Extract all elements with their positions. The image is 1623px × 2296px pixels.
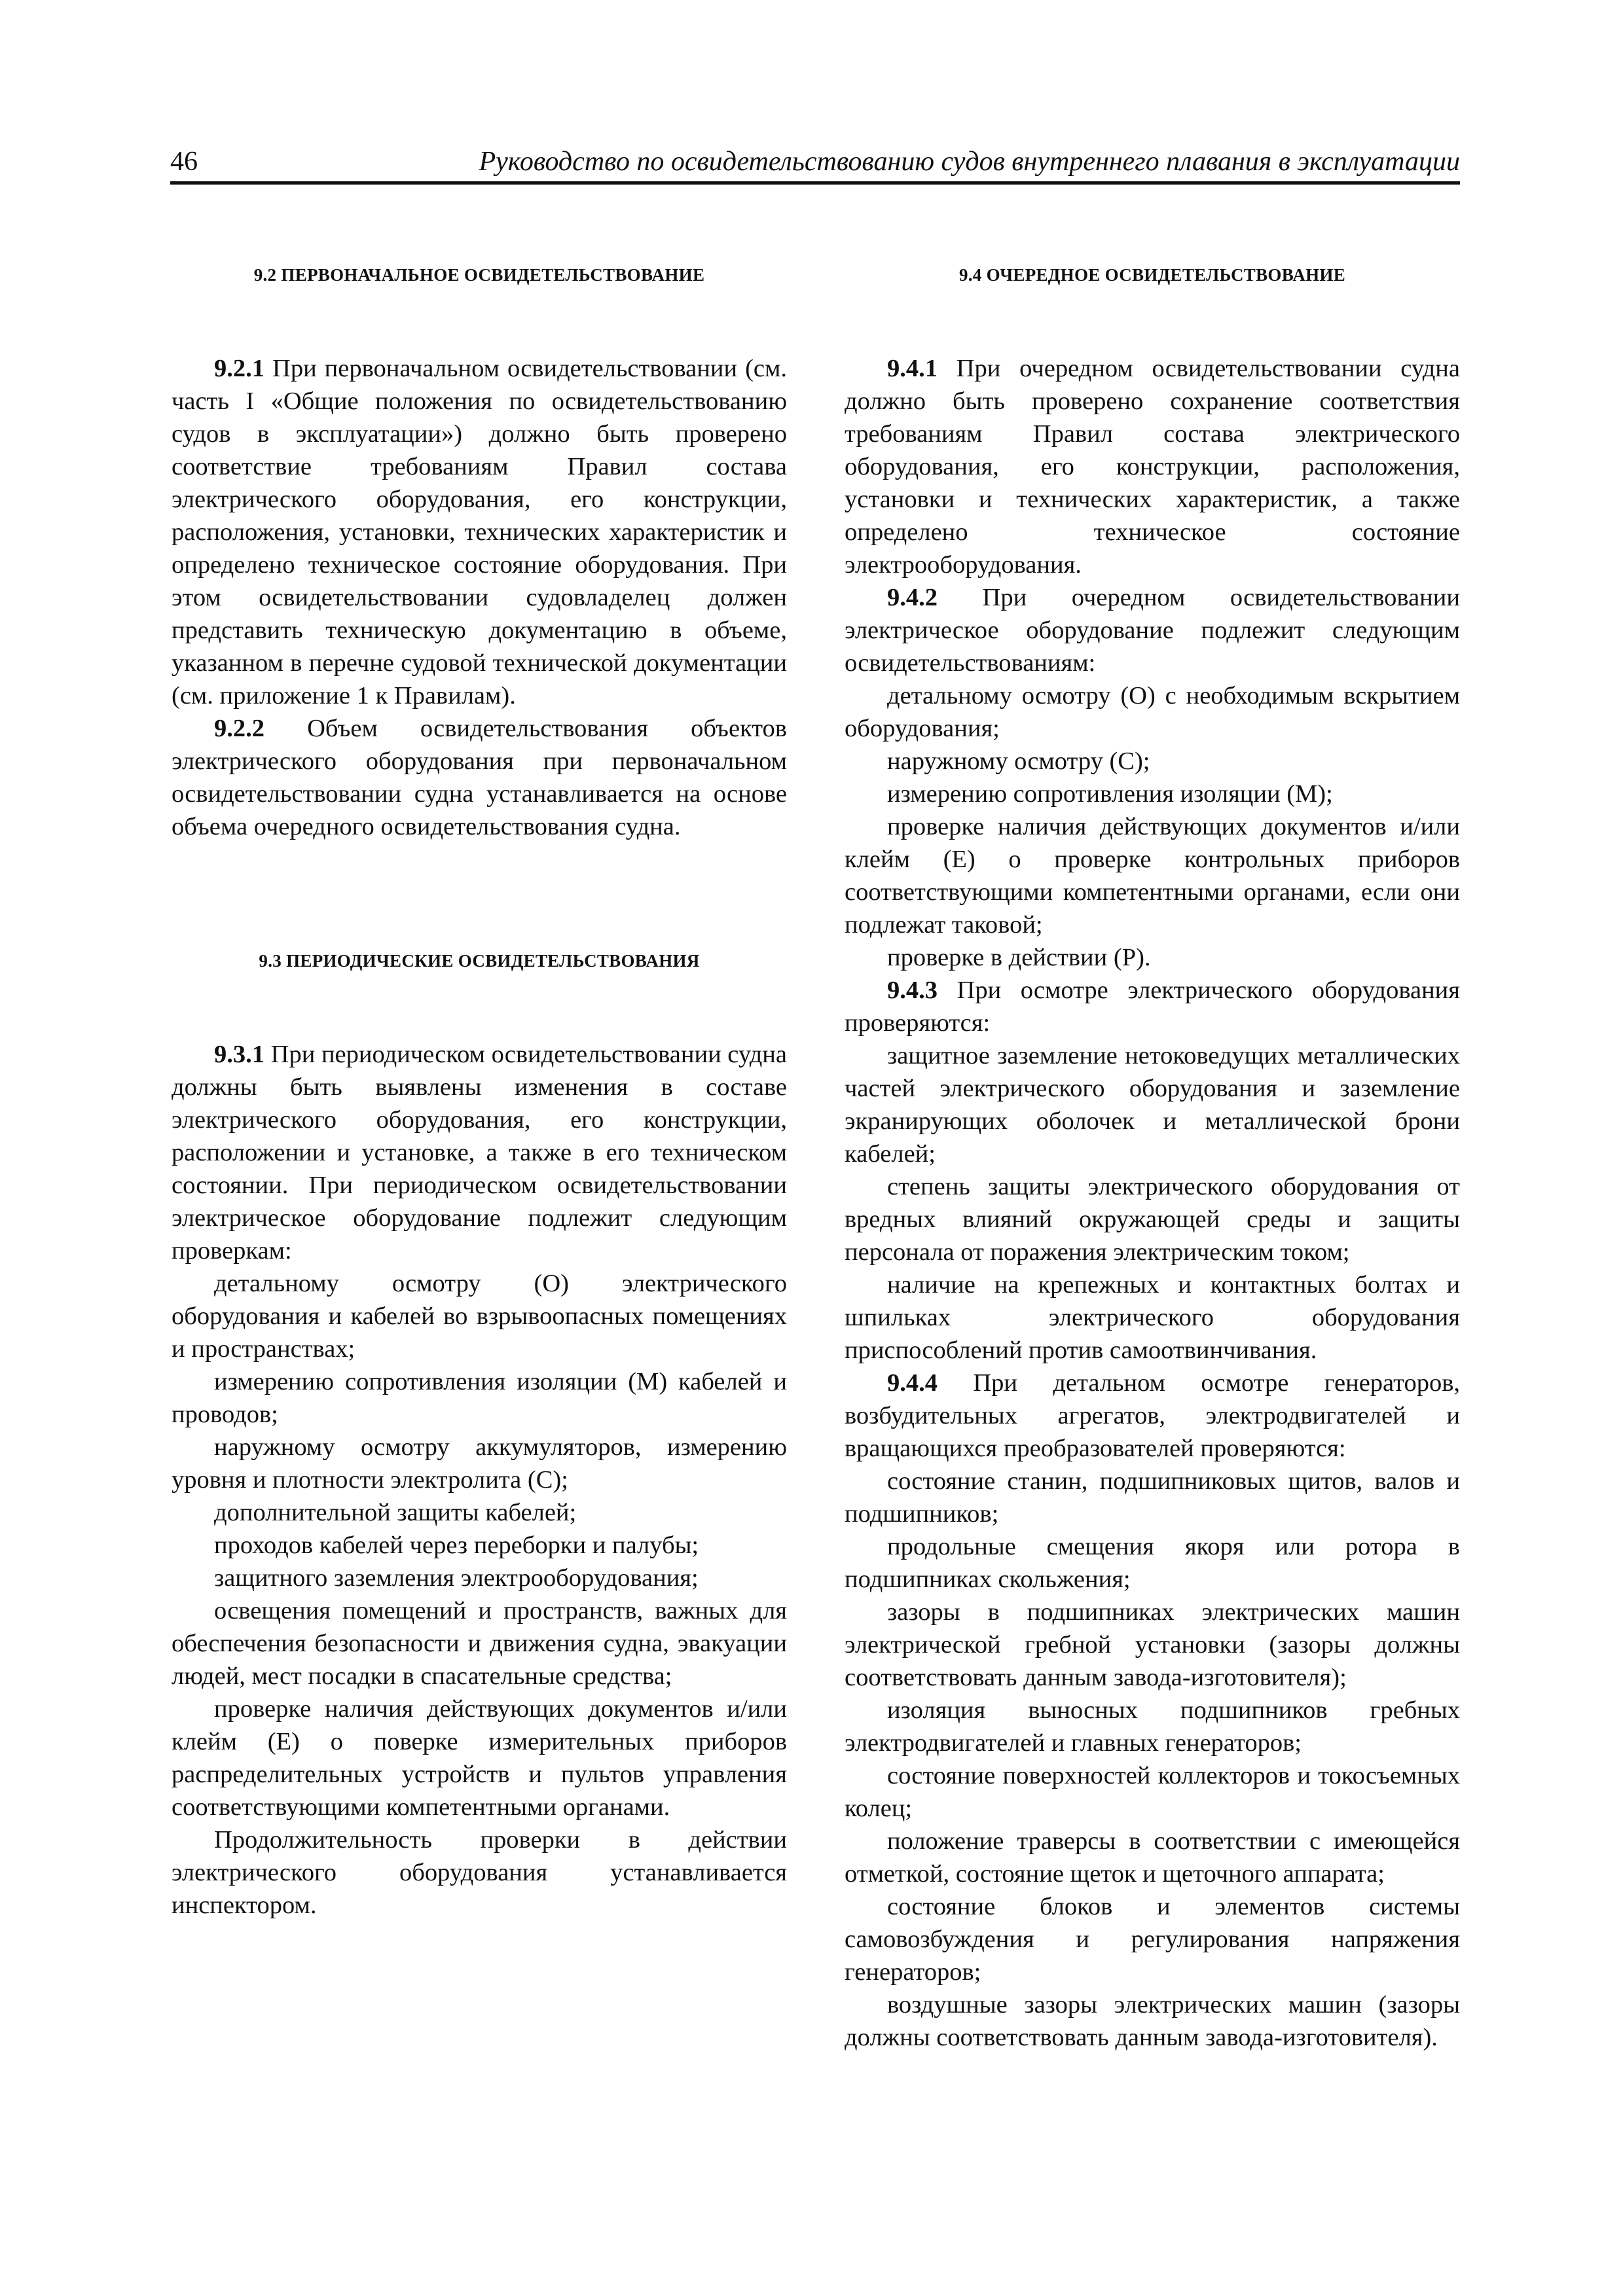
- list-item: состояние блоков и элементов системы самовозбуждения и регулирования напряжения генераторов;: [845, 1893, 1460, 1986]
- clause-number: 9.4.2: [887, 584, 938, 611]
- paragraph-text: При первоначальном освидетельствовании (см. часть I «Общие положения по освидетельствованию судов в эксплуатации») должно быть проверено соответствие требованиям Правил состава электрического оборудования, его конструкции, расположения, установки, технических характеристик и определено техническое состояние оборудования. При этом освидетельствовании судовладелец должен представить техническую документацию в объеме, указанном в перечне судовой технической документации (см. приложение 1 к Правилам).: [172, 355, 787, 709]
- list-item: изоляция выносных подшипников гребных электродвигателей и главных генераторов;: [845, 1696, 1460, 1757]
- paragraph-text: При осмотре электрического оборудования проверяются:: [845, 977, 1460, 1037]
- list-item: продольные смещения якоря или ротора в подшипниках скольжения;: [845, 1533, 1460, 1593]
- paragraph-text: Продолжительность проверки в действии электрического оборудования устанавливается инспектором.: [172, 1826, 787, 1919]
- list-item: измерению сопротивления изоляции (М) кабелей и проводов;: [172, 1368, 787, 1428]
- paragraph-9-2-2: [172, 712, 787, 843]
- list-item: степень защиты электрического оборудования от вредных влияний окружающей среды и защиты персонала от поражения электрическим током;: [845, 1173, 1460, 1266]
- list-item: детальному осмотру (О) с необходимым вскрытием оборудования;: [845, 682, 1460, 742]
- list-item: проверке наличия действующих документов и/или клейм (Е) о проверке контрольных приборов соответствующими компетентными органами, если они подлежат таковой;: [845, 813, 1460, 939]
- list-item: состояние поверхностей коллекторов и токосъемных колец;: [845, 1762, 1460, 1822]
- list-item: детальному осмотру (О) электрического оборудования и кабелей во взрывоопасных помещениях и пространствах;: [172, 1270, 787, 1363]
- section-9-2: [172, 262, 787, 843]
- paragraph-9-2-1: [172, 352, 787, 712]
- list-item: проверке в действии (Р).: [887, 944, 1151, 971]
- list-item: проверке наличия действующих документов и/или клейм (Е) о поверке измерительных приборов распределительных устройств и пультов управления соответствующими компетентными органами.: [172, 1695, 787, 1821]
- page-header: [170, 141, 1460, 185]
- list-item: состояние станин, подшипниковых щитов, валов и подшипников;: [845, 1467, 1460, 1528]
- section-9-3-body: [172, 1038, 787, 1922]
- list-item: измерению сопротивления изоляции (М);: [887, 780, 1333, 808]
- list-item: положение траверсы в соответствии с имеющейся отметкой, состояние щеток и щеточного аппарата;: [845, 1827, 1460, 1888]
- paragraph-text: При очередном освидетельствовании судна должно быть проверено сохранение соответствия требованиям Правил состава электрического оборудования, его конструкции, расположения, установки и технических характеристик, а также определено техническое состояние электрооборудования.: [845, 355, 1460, 579]
- section-heading-9-2: 9.2 ПЕРВОНАЧАЛЬНОЕ ОСВИДЕТЕЛЬСТВОВАНИЕ: [253, 265, 705, 285]
- left-column: [172, 262, 787, 1922]
- clause-number: 9.3.1: [214, 1041, 264, 1068]
- running-title: Руководство по освидетельствованию судов внутреннего плавания в эксплуатации: [479, 147, 1460, 177]
- clause-number: 9.4.1: [887, 355, 938, 382]
- list-item: освещения помещений и пространств, важных для обеспечения безопасности и движения судна, эвакуации людей, мест посадки в спасательные средства;: [172, 1597, 787, 1690]
- paragraph-9-4-4: [845, 1367, 1460, 1465]
- paragraph-text: Объем освидетельствования объектов электрического оборудования при первоначальном освидетельствовании судна устанавливается на основе объема очередного освидетельствования судна.: [172, 715, 787, 840]
- page-number: 46: [170, 147, 198, 177]
- clause-number: 9.2.2: [214, 715, 264, 742]
- list-item: защитное заземление нетоковедущих металлических частей электрического оборудования и заземление экранирующих оболочек и металлической брони кабелей;: [845, 1042, 1460, 1168]
- paragraph-text: При очередном освидетельствовании электрическое оборудование подлежит следующим освидетельствованиям:: [845, 584, 1460, 677]
- list-item: дополнительной защиты кабелей;: [214, 1499, 577, 1526]
- section-9-4: [845, 262, 1460, 2054]
- section-9-4-body: [845, 352, 1460, 2054]
- clause-number: 9.4.4: [887, 1369, 938, 1397]
- section-heading-9-4: 9.4 ОЧЕРЕДНОЕ ОСВИДЕТЕЛЬСТВОВАНИЕ: [958, 265, 1346, 285]
- list-item: наружному осмотру аккумуляторов, измерению уровня и плотности электролита (С);: [172, 1433, 787, 1494]
- clause-number: 9.2.1: [214, 355, 264, 382]
- clause-number: 9.4.3: [887, 977, 938, 1004]
- list-item: наличие на крепежных и контактных болтах и шпильках электрического оборудования приспособлений против самоотвинчивания.: [845, 1271, 1460, 1364]
- section-heading-9-3: 9.3 ПЕРИОДИЧЕСКИЕ ОСВИДЕТЕЛЬСТВОВАНИЯ: [259, 951, 700, 971]
- list-item: воздушные зазоры электрических машин (зазоры должны соответствовать данным завода-изготовителя).: [845, 1991, 1460, 2051]
- list-item: наружному осмотру (С);: [887, 747, 1150, 775]
- list-item: зазоры в подшипниках электрических машин электрической гребной установки (зазоры должны соответствовать данным завода-изготовителя);: [845, 1598, 1460, 1691]
- paragraph-text: При периодическом освидетельствовании судна должны быть выявлены изменения в составе электрического оборудования, его конструкции, расположении и установке, а также в его техническом состоянии. При периодическом освидетельствовании электрическое оборудование подлежит следующим проверкам:: [172, 1041, 787, 1265]
- list-item: защитного заземления электрооборудования;: [214, 1564, 699, 1592]
- paragraph-9-3-1: [172, 1038, 787, 1267]
- paragraph-9-4-3: [845, 974, 1460, 1039]
- section-9-2-body: [172, 352, 787, 843]
- paragraph-9-4-2: [845, 581, 1460, 679]
- paragraph-9-4-1: [845, 352, 1460, 581]
- section-9-3: [172, 948, 787, 1922]
- paragraph-text: При детальном осмотре генераторов, возбудительных агрегатов, электродвигателей и вращающихся преобразователей проверяются:: [845, 1369, 1460, 1462]
- right-column: [845, 262, 1460, 2054]
- list-item: проходов кабелей через переборки и палубы;: [214, 1532, 699, 1559]
